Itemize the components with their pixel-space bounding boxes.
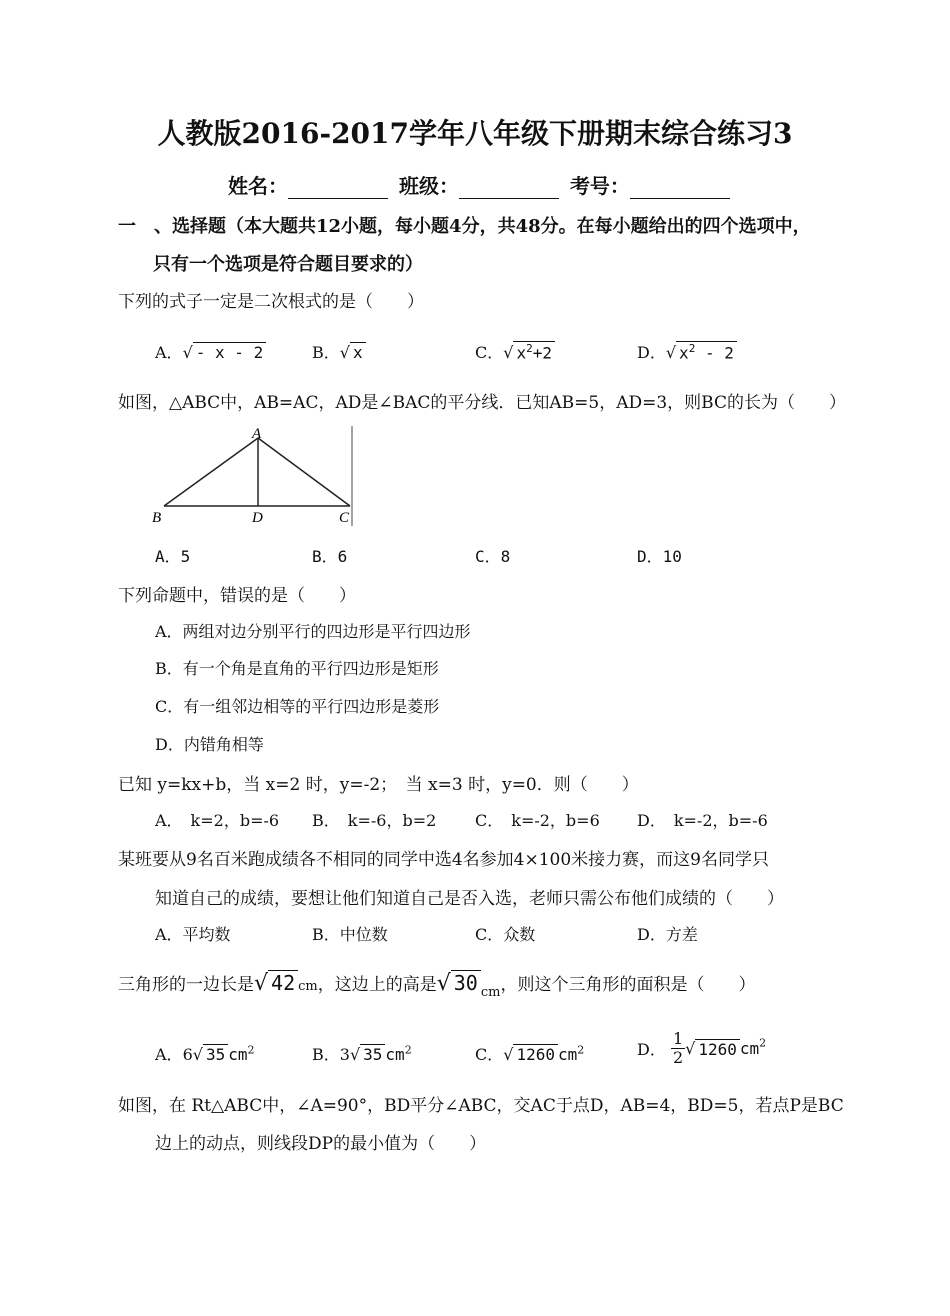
q6-option-d[interactable]: D． $\frac{1}{2}$ √ 1260 $cm^2$ (637, 1029, 767, 1067)
q3-option-d[interactable]: D．内错角相等 (155, 735, 264, 754)
section-heading: 一 、选择题（本大题共12小题，每小题4分，共48分。在每小题给出的四个选项中， (118, 216, 811, 237)
section-heading-cont: 只有一个选项是符合题目要求的） (153, 254, 423, 275)
q1-option-a[interactable]: A．√ - x - 2 (155, 340, 266, 363)
q1-option-c[interactable]: C．√ $x^2+2$ (475, 340, 555, 363)
q4-option-b[interactable]: B． k=-6，b=2 (312, 811, 437, 830)
name-label: 姓名： (228, 174, 288, 198)
q5-option-a[interactable]: A．平均数 (155, 925, 231, 944)
q1-option-b[interactable]: B．√ x (312, 340, 366, 363)
label-a: A (252, 426, 262, 442)
q2-option-a[interactable]: A．5 (155, 547, 191, 566)
q1-option-d[interactable]: D．√ $x^2 - 2$ (637, 340, 737, 363)
q6-option-b[interactable]: B．3√ 35 $cm^2$ (312, 1043, 412, 1064)
q4-option-c[interactable]: C． k=-2，b=6 (475, 811, 600, 830)
q6-option-a[interactable]: A．6√ 35 $cm^2$ (155, 1043, 255, 1064)
q2-option-c[interactable]: C．8 (475, 547, 511, 566)
triangle-figure (148, 422, 358, 530)
q5-option-c[interactable]: C．众数 (475, 925, 536, 944)
class-blank[interactable] (459, 180, 559, 199)
q7-stem-cont: 边上的动点，则线段DP的最小值为（ ） (155, 1134, 487, 1154)
student-info (228, 170, 734, 199)
q2-stem: 如图，△ABC中，AB=AC，AD是∠BAC的平分线．已知AB=5，AD=3，则BC的长为（ ） (118, 393, 847, 413)
page-title: 人教版2016-2017学年八年级下册期末综合练习3 (157, 117, 793, 150)
q6-option-c[interactable]: C．√ 1260 $cm^2$ (475, 1043, 585, 1064)
q4-option-d[interactable]: D． k=-2，b=-6 (637, 811, 768, 830)
label-d: D (252, 510, 263, 526)
q5-stem: 某班要从9名百米跑成绩各不相同的同学中选4名参加4×100米接力赛，而这9名同学只 (118, 850, 769, 870)
q3-stem: 下列命题中，错误的是（ ） (118, 586, 356, 606)
label-c: C (339, 510, 350, 526)
side-ab (164, 438, 258, 506)
q5-option-b[interactable]: B．中位数 (312, 925, 388, 944)
class-label: 班级： (398, 174, 459, 198)
name-blank[interactable] (288, 180, 388, 199)
id-blank[interactable] (630, 180, 730, 199)
q2-option-d[interactable]: D．10 (637, 547, 682, 566)
q3-option-c[interactable]: C．有一组邻边相等的平行四边形是菱形 (155, 697, 440, 716)
label-b: B (152, 510, 162, 526)
id-label: 考号： (569, 174, 630, 198)
q3-option-b[interactable]: B．有一个角是直角的平行四边形是矩形 (155, 659, 439, 678)
q6-stem: 三角形的一边长是√ 42 cm，这边上的高是√ 30 $_{cm}$，则这个三角形的面积是（ ） (118, 971, 756, 1000)
q5-option-d[interactable]: D．方差 (637, 925, 698, 944)
q4-option-a[interactable]: A． k=2，b=-6 (155, 811, 280, 830)
q1-stem: 下列的式子一定是二次根式的是（ ） (118, 292, 424, 312)
q7-stem: 如图，在 Rt△ABC中，∠A=90°，BD平分∠ABC，交AC于点D，AB=4，BD=5，若点P是BC (118, 1096, 844, 1116)
q4-stem: 已知 y=kx+b，当 x=2 时，y=-2； 当 x=3 时，y=0．则（ ） (118, 775, 639, 795)
q5-stem-cont: 知道自己的成绩，要想让他们知道自己是否入选，老师只需公布他们成绩的（ ） (155, 889, 784, 909)
side-ac (258, 438, 350, 506)
q2-option-b[interactable]: B．6 (312, 547, 348, 566)
q3-option-a[interactable]: A．两组对边分别平行的四边形是平行四边形 (155, 622, 471, 641)
